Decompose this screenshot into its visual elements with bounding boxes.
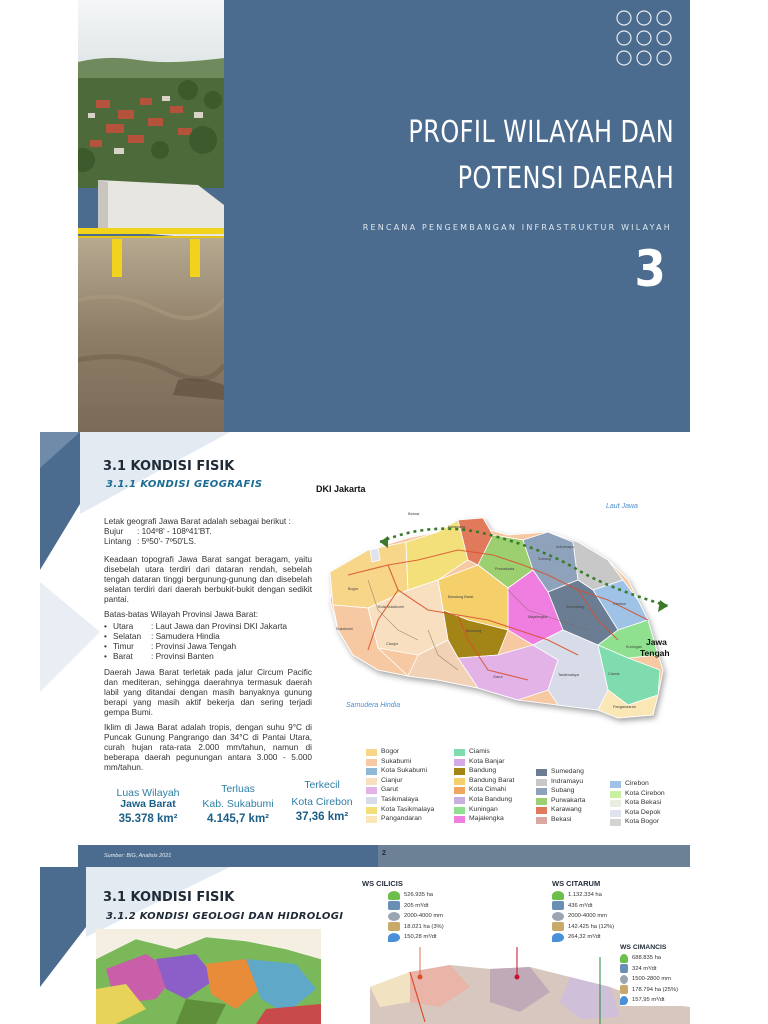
- legend-swatch: [366, 797, 377, 804]
- legend-label: Cirebon: [625, 780, 649, 787]
- legend-swatch: [536, 779, 547, 786]
- tree-icon: [620, 954, 628, 963]
- bujur-value: : 104º8' - 108º41'BT.: [137, 526, 212, 536]
- legend-swatch: [366, 816, 377, 823]
- legend-label: Majalengka: [469, 815, 504, 823]
- tree-icon: [552, 891, 564, 900]
- water-icon: [620, 964, 628, 973]
- ws-row: 688.835 ha: [620, 953, 690, 964]
- map-region-label: Bandung: [466, 629, 482, 633]
- legend-item: [366, 767, 437, 776]
- legend-swatch: [454, 797, 465, 804]
- legend-label: Bandung: [469, 767, 497, 775]
- legend-item: [454, 806, 525, 815]
- legend-swatch: [454, 759, 465, 766]
- map-label-jawa: Jawa: [646, 637, 667, 647]
- legend-label: Garut: [381, 786, 398, 794]
- stats-row: [102, 779, 362, 832]
- map-region-label: Bogor: [348, 587, 359, 591]
- legend-swatch: [610, 810, 621, 817]
- legend-swatch: [454, 787, 465, 794]
- legend-label: Kota Cimahi: [469, 786, 507, 794]
- legend-item: [610, 818, 681, 827]
- geografi-text: [104, 516, 312, 777]
- legend-item: [536, 768, 607, 777]
- legend-swatch: [366, 759, 377, 766]
- legend-item: [610, 799, 681, 808]
- map-region-label: Ciamis: [608, 672, 620, 676]
- map-region-label: Cirebon: [613, 602, 627, 606]
- legend-item: [536, 787, 607, 796]
- legend-label: Kota Bandung: [469, 796, 513, 803]
- water-drop-icon: [388, 933, 400, 942]
- legend-label: Kota Bekasi: [625, 799, 662, 807]
- rain-cloud-icon: [620, 975, 628, 984]
- bridge-river-photo: [78, 0, 224, 432]
- ws-cilicis: [362, 879, 482, 943]
- map-region-label: Subang: [538, 557, 552, 561]
- map-region-label: Karawang: [448, 525, 466, 529]
- ws-row: 526.935 ha: [388, 890, 482, 901]
- cover-title: [408, 110, 674, 202]
- legend-swatch: [610, 819, 621, 826]
- legend-swatch: [610, 791, 621, 798]
- legend-swatch: [454, 749, 465, 756]
- topografi-paragraph: Keadaan topografi Jawa Barat sangat beragam, yaitu disebelah utara terdiri dari dataran rendah, sebelah tengah dataran tinggi bergunung-gunung dan disebelah selatan terdiri dari daerah berbukit-bukit dengan sedikit pantai.: [104, 554, 312, 604]
- water-icon: [552, 901, 564, 910]
- legend-label: Cianjur: [381, 776, 403, 784]
- ws-title: WS CILICIS: [362, 879, 403, 888]
- legend-label: Kota Sukabumi: [381, 767, 428, 775]
- batas-item: • Utara : Laut Jawa dan Provinsi DKI Jakarta: [104, 621, 288, 631]
- batas-list: [104, 621, 312, 661]
- ws-row: 178.794 ha (25%): [620, 985, 690, 996]
- stat-terkecil: Terkecil Kota Cirebon 37,36 km²: [291, 779, 353, 823]
- legend-swatch: [454, 816, 465, 823]
- water-drop-icon: [552, 933, 564, 942]
- legend-label: Pangandaran: [381, 815, 422, 823]
- legend-swatch: [536, 817, 547, 824]
- ws-row: 264,32 m³/dt: [552, 932, 672, 943]
- batas-item: • Barat : Provinsi Banten: [104, 651, 214, 661]
- jawa-barat-map: [308, 480, 690, 770]
- ws-title: WS CIMANCIS: [620, 944, 667, 951]
- ws-row: 436 m³/dt: [552, 901, 672, 912]
- lintang-value: : 5º50'- 7º50'LS.: [137, 536, 197, 546]
- land-icon: [552, 922, 564, 931]
- legend-label: Kota Bogor: [625, 818, 660, 826]
- geology-map: [96, 929, 321, 1024]
- legend-item: [536, 778, 607, 787]
- legend-label: Sumedang: [551, 768, 584, 775]
- ws-row: 2000-4000 mm: [388, 911, 482, 922]
- legend-label: Kota Tasikmalaya: [381, 805, 435, 813]
- legend-item: [366, 748, 437, 757]
- legend-item: [366, 806, 437, 815]
- legend-swatch: [366, 749, 377, 756]
- legend-swatch: [366, 778, 377, 785]
- lintang-row: [104, 536, 312, 546]
- ornament-icon: [612, 6, 676, 70]
- legend-item: [366, 758, 437, 767]
- legend-swatch: [454, 778, 465, 785]
- map-region-label: Garut: [493, 675, 503, 679]
- legend-swatch: [454, 807, 465, 814]
- map-legend: [366, 748, 690, 838]
- legend-item: [610, 790, 681, 799]
- ws-row: 18.021 ha (3%): [388, 922, 482, 933]
- ws-row: 142.425 ha (12%): [552, 922, 672, 933]
- map-label-samudera: Samudera Hindia: [346, 702, 401, 709]
- legend-item: [366, 786, 437, 795]
- batas-item: • Selatan : Samudera Hindia: [104, 631, 220, 641]
- ws-row: 1.132.334 ha: [552, 890, 672, 901]
- legend-label: Bogor: [381, 748, 400, 755]
- legend-label: Karawang: [551, 806, 582, 814]
- map-region-label: Purwakarta: [495, 567, 515, 571]
- map-region-label: Indramayu: [556, 545, 574, 549]
- bujur-label: Bujur: [104, 526, 124, 536]
- batas-item: • Timur : Provinsi Jawa Tengah: [104, 641, 237, 651]
- legend-swatch: [536, 788, 547, 795]
- ws-row: 150,28 m³/dt: [388, 932, 482, 943]
- water-drop-icon: [620, 996, 628, 1005]
- legend-item: [536, 797, 607, 806]
- tree-icon: [388, 891, 400, 900]
- water-icon: [388, 901, 400, 910]
- legend-label: Purwakarta: [551, 796, 586, 804]
- cover-subtitle: RENCANA PENGEMBANGAN INFRASTRUKTUR WILAYAH: [362, 223, 672, 232]
- lintang-label: Lintang: [104, 536, 132, 546]
- ws-row: 205 m³/dt: [388, 901, 482, 912]
- circum-paragraph: Daerah Jawa Barat terletak pada jalur Circum Pacific dan mediteran, sehingga daerahnya termasuk daerah labil yang ditandai dengan masih banyaknya gunung berapi yang masih aktif bekerja dan sering terjadi gempa Bumi.: [104, 667, 312, 717]
- legend-label: Bandung Barat: [469, 776, 515, 784]
- legend-item: [610, 780, 681, 789]
- legend-label: Bekasi: [551, 816, 572, 823]
- map-region-label: Kuningan: [626, 645, 643, 649]
- ws-row: 1500-2800 mm: [620, 974, 690, 985]
- legend-swatch: [366, 807, 377, 814]
- legend-swatch: [366, 768, 377, 775]
- rain-cloud-icon: [552, 912, 564, 921]
- cover-title-line1: PROFIL WILAYAH DAN: [408, 115, 674, 150]
- legend-label: Kota Banjar: [469, 757, 505, 765]
- slide-kondisi-geografis: [40, 432, 690, 867]
- map-region-label: Kota Sukabumi: [378, 605, 404, 609]
- map-region-label: Tasikmalaya: [558, 673, 579, 677]
- map-label-tengah: Tengah: [640, 648, 670, 658]
- legend-item: [454, 786, 525, 795]
- legend-swatch: [366, 787, 377, 794]
- legend-swatch: [610, 800, 621, 807]
- legend-swatch: [610, 781, 621, 788]
- legend-item: [536, 816, 607, 825]
- ws-row: 157,95 m³/dt: [620, 995, 690, 1006]
- legend-swatch: [536, 798, 547, 805]
- intro-text: Letak geografi Jawa Barat adalah sebagai berikut :: [104, 516, 291, 526]
- legend-item: [366, 777, 437, 786]
- region-map-svg: [308, 480, 690, 770]
- page-number: 2: [382, 850, 386, 857]
- batas-intro: Batas-batas Wilayah Provinsi Jawa Barat:: [104, 609, 259, 619]
- section-heading: 3.1 KONDISI FISIK: [103, 459, 235, 474]
- ws-row: 2000-4000 mm: [552, 911, 672, 922]
- rain-cloud-icon: [388, 912, 400, 921]
- map-label-dki: DKI Jakarta: [316, 484, 366, 494]
- cover-title-line2: POTENSI DAERAH: [457, 161, 674, 196]
- stat-terluas: Terluas Kab. Sukabumi 4.145,7 km²: [202, 783, 274, 825]
- chapter-number: 3: [634, 240, 666, 298]
- map-region-label: Pangandaran: [613, 705, 636, 709]
- legend-item: [454, 767, 525, 776]
- bujur-row: [104, 526, 312, 536]
- legend-label: Tasikmalaya: [381, 796, 419, 803]
- land-icon: [388, 922, 400, 931]
- legend-label: Sukabumi: [381, 757, 412, 765]
- map-region-label: Cianjur: [386, 642, 399, 646]
- section-subheading: 3.1.1 KONDISI GEOGRAFIS: [106, 479, 263, 490]
- legend-label: Kota Depok: [625, 808, 661, 816]
- slide-geologi-hidrologi: [40, 867, 690, 1024]
- section-heading: 3.1 KONDISI FISIK: [103, 890, 235, 905]
- legend-swatch: [454, 768, 465, 775]
- legend-item: [366, 796, 437, 805]
- cover-photo: [78, 0, 224, 432]
- section-subheading: 3.1.2 KONDISI GEOLOGI DAN HIDROLOGI: [106, 911, 344, 922]
- legend-swatch: [536, 769, 547, 776]
- map-label-laut-jawa: Laut Jawa: [606, 503, 638, 510]
- legend-item: [366, 815, 437, 824]
- legend-label: Subang: [551, 787, 575, 795]
- stat-luas: Luas Wilayah Jawa Barat 35.378 km²: [116, 787, 180, 825]
- map-region-label: Majalengka: [528, 615, 548, 619]
- cover-slide: [78, 0, 690, 432]
- ws-row: 324 m³/dt: [620, 964, 690, 975]
- legend-label: Kuningan: [469, 805, 498, 813]
- legend-label: Kota Cirebon: [625, 789, 665, 797]
- iklim-paragraph: Iklim di Jawa Barat adalah tropis, dengan suhu 9°C di Puncak Gunung Pangrango dan 34°C di Pantai Utara, curah hujan rata-rata 2.000 mm/tahun, namun di beberapa daerah pegunungan antara 3.000 - 5.000 mm/tahun.: [104, 722, 312, 772]
- map-region-label: Bandung Barat: [448, 595, 474, 599]
- map-region-label: Sumedang: [566, 605, 585, 609]
- legend-swatch: [536, 807, 547, 814]
- legend-item: [610, 809, 681, 818]
- ws-citarum: [552, 879, 672, 943]
- source-note: Sumber: BIG, Analisis 2021: [104, 853, 172, 859]
- legend-item: [454, 815, 525, 824]
- map-region-label: Sukabumi: [336, 627, 353, 631]
- land-icon: [620, 985, 628, 994]
- legend-item: [454, 796, 525, 805]
- legend-item: [454, 748, 525, 757]
- ws-title: WS CITARUM: [552, 879, 601, 888]
- legend-item: [454, 758, 525, 767]
- map-region-label: Bekasi: [408, 512, 420, 516]
- legend-item: [454, 777, 525, 786]
- legend-item: [536, 806, 607, 815]
- ws-cimancis: [620, 944, 690, 1006]
- legend-label: Ciamis: [469, 748, 490, 755]
- legend-label: Indramayu: [551, 777, 584, 785]
